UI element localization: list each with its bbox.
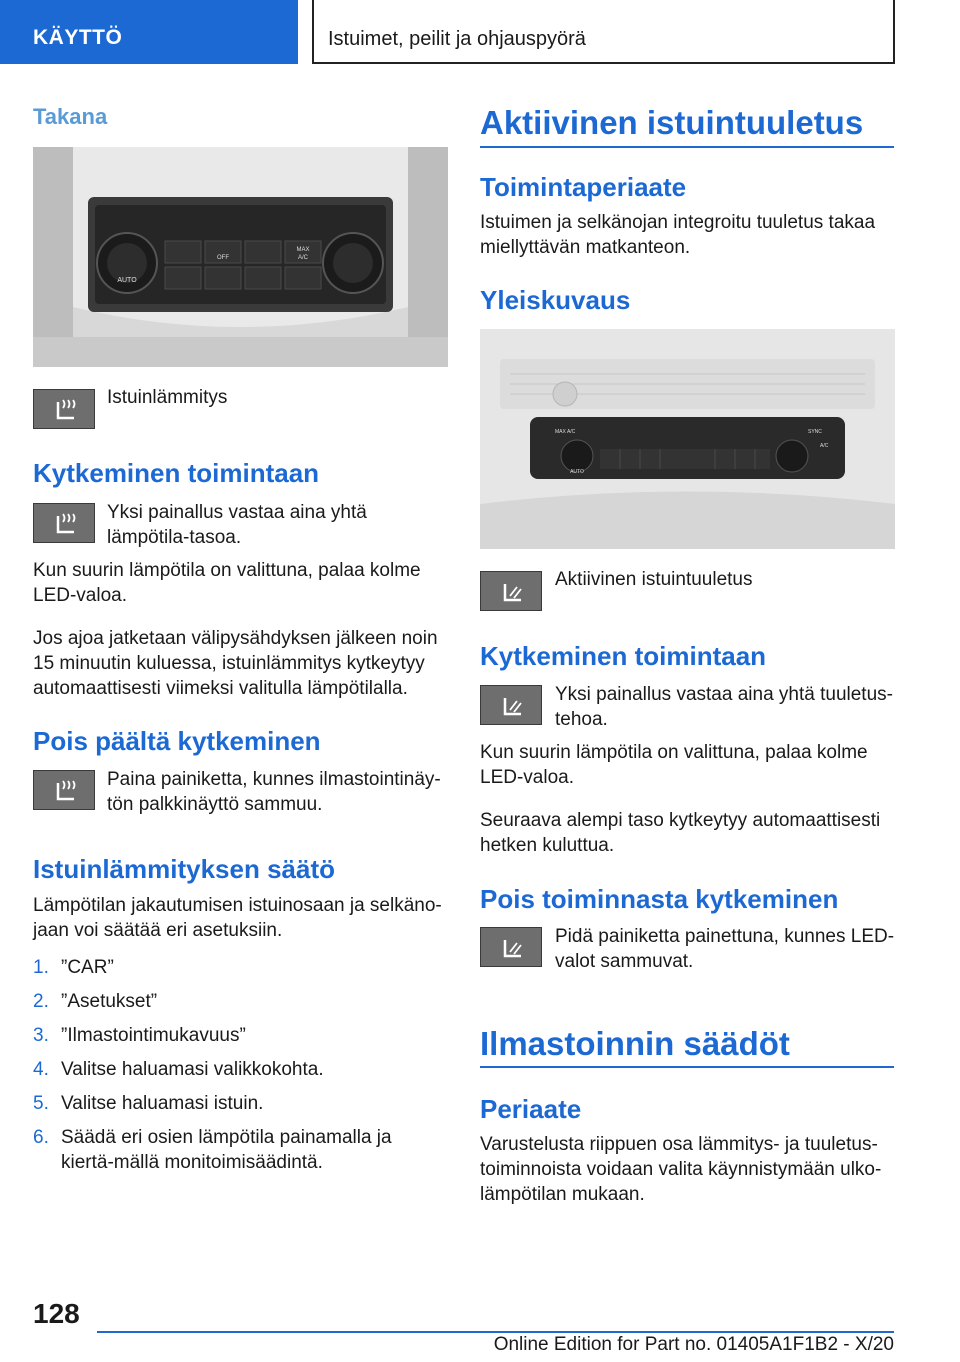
footer-edition: Online Edition for Part no. 01405A1F1B2 - X/20 — [493, 1334, 894, 1355]
chapter-title: Istuimet, peilit ja ohjauspyörä — [328, 28, 586, 50]
seat-ventilation-icon — [480, 685, 542, 725]
steps-list — [33, 955, 448, 1184]
continue-text: Jos ajoa jatketaan välipysähdyksen jälkeen noin 15 minuutin kuluessa, istuinlämmitys kytkeytyy automaattisesti viimeksi valitulla lämpötilalla. — [33, 628, 438, 699]
seat-ventilation-icon — [480, 927, 542, 967]
list-item — [33, 1023, 448, 1048]
chapter-tab — [312, 0, 895, 64]
rear-image-caption: Istuinlämmitys — [107, 387, 228, 408]
main-heading: Aktiivinen istuintuuletus — [480, 104, 864, 141]
switch-off-heading-right: Pois toiminnasta kytkeminen — [480, 884, 839, 914]
switch-off-heading-left: Pois päältä kytkeminen — [33, 726, 321, 756]
overview-heading: Yleiskuvaus — [480, 285, 631, 315]
adjust-heading: Istuinlämmityksen säätö — [33, 854, 335, 884]
switch-off-text-left: Paina painiketta, kunnes ilmastointinäy-tön palkkinäyttö sammuu. — [107, 769, 441, 815]
step-text: ”Asetukset” — [61, 991, 158, 1012]
list-item — [33, 1057, 448, 1082]
step-number: 6. — [33, 1127, 49, 1148]
rear-console-photo — [33, 147, 448, 367]
footer-rule — [97, 1331, 894, 1333]
list-item — [33, 1125, 448, 1175]
switch-on-heading-right: Kytkeminen toimintaan — [480, 641, 767, 671]
step-text: ”CAR” — [61, 957, 114, 978]
principle-heading: Toimintaperiaate — [480, 172, 687, 202]
max-temp-text-left: Kun suurin lämpötila on valittuna, palaa kolme LED-valoa. — [33, 560, 421, 606]
sync-label: SYNC — [808, 429, 822, 435]
seat-heating-icon — [33, 503, 95, 543]
max-ac-label: MAX A/C — [555, 429, 576, 435]
next-level-text: Seuraava alempi taso kytkeytyy automaattisesti hetken kuluttua. — [480, 810, 881, 856]
section-title: KÄYTTÖ — [33, 26, 123, 49]
step-number: 3. — [33, 1025, 49, 1046]
step-number: 2. — [33, 991, 49, 1012]
section-tab — [0, 0, 298, 64]
adjust-text: Lämpötilan jakautumisen istuinosaan ja selkäno-jaan voi säätää eri asetuksiin. — [33, 895, 442, 941]
step-number: 4. — [33, 1059, 49, 1080]
principle-text: Istuimen ja selkänojan integroitu tuuletus takaa miellyttävän matkanteon. — [480, 212, 876, 258]
ac-label-front: A/C — [820, 443, 829, 449]
seat-ventilation-icon — [480, 571, 542, 611]
page-number: 128 — [33, 1298, 80, 1329]
step-text: Säädä eri osien lämpötila painamalla ja kiertä-mällä monitoimisäädintä. — [61, 1127, 392, 1173]
off-label: OFF — [217, 255, 229, 261]
takana-heading: Takana — [33, 104, 108, 129]
list-item — [33, 1091, 448, 1116]
switch-on-text-left: Yksi painallus vastaa aina yhtä lämpötila-tasoa. — [107, 502, 367, 548]
front-console-photo — [480, 329, 895, 549]
step-number: 5. — [33, 1093, 49, 1114]
heading-rule — [480, 1066, 894, 1068]
step-text: ”Ilmastointimukavuus” — [61, 1025, 246, 1046]
list-item — [33, 989, 448, 1014]
step-number: 1. — [33, 957, 49, 978]
auto-label-front: AUTO — [570, 469, 584, 475]
max-label: MAX — [296, 247, 310, 253]
periaate-text: Varustelusta riippuen osa lämmitys- ja tuuletus-toiminnoista voidaan valita käynnistymään ulko-lämpötilan mukaan. — [480, 1134, 882, 1205]
seat-heating-icon — [33, 770, 95, 810]
climate-heading: Ilmastoinnin säädöt — [480, 1025, 790, 1062]
periaate-heading: Periaate — [480, 1094, 582, 1124]
step-text: Valitse haluamasi valikkokohta. — [61, 1059, 324, 1080]
max-text-right: Kun suurin lämpötila on valittuna, palaa kolme LED-valoa. — [480, 742, 868, 788]
switch-on-text-right: Yksi painallus vastaa aina yhtä tuuletus-tehoa. — [555, 684, 893, 730]
auto-label: AUTO — [117, 277, 137, 284]
seat-heating-icon — [33, 389, 95, 429]
step-text: Valitse haluamasi istuin. — [61, 1093, 264, 1114]
switch-off-text-right: Pidä painiketta painettuna, kunnes LED-valot sammuvat. — [555, 926, 895, 972]
heading-rule — [480, 146, 894, 148]
switch-on-heading-left: Kytkeminen toimintaan — [33, 458, 320, 488]
front-image-caption: Aktiivinen istuintuuletus — [555, 569, 753, 590]
list-item — [33, 955, 448, 980]
ac-label: A/C — [297, 255, 309, 261]
